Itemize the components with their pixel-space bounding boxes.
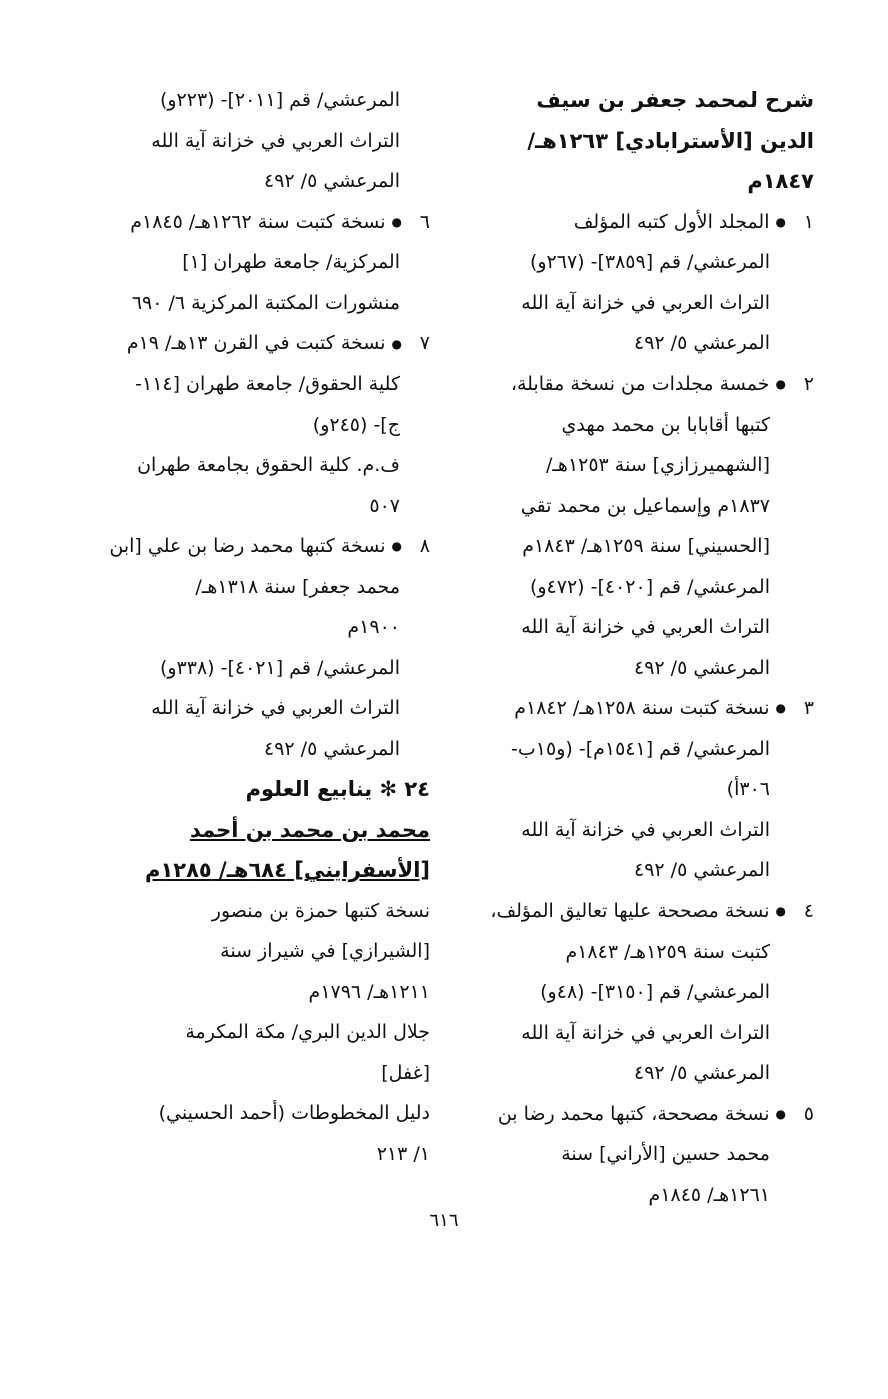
manuscript-entry: [462, 1094, 814, 1216]
entry-line: ف.م. كلية الحقوق بجامعة طهران: [137, 454, 400, 476]
manuscript-entry: [78, 202, 430, 324]
entry-line: المرعشي ٥/ ٤٩٢: [264, 170, 400, 192]
entry-number: ٤: [803, 899, 814, 922]
entry-line: ١/ ٢١٣: [376, 1142, 430, 1165]
entry-line: خمسة مجلدات من نسخة مقابلة،: [510, 372, 770, 395]
entry-line: نسخة كتبت سنة ١٢٦٢هـ/ ١٨٤٥م: [130, 210, 386, 233]
entry-line: جلال الدين البري/ مكة المكرمة: [185, 1021, 430, 1044]
entry-line: كلية الحقوق/ جامعة طهران [١١٤-: [135, 373, 400, 395]
entry-line: المركزية/ جامعة طهران [١]: [182, 251, 400, 274]
bullet-icon: ●: [775, 904, 786, 918]
entry-line: التراث العربي في خزانة آية الله: [151, 697, 400, 720]
bullet-icon: ●: [775, 214, 786, 229]
entry-line: التراث العربي في خزانة آية الله: [521, 1021, 770, 1044]
entry-number: ٣: [803, 697, 814, 719]
entry-line: نسخة كتبها حمزة بن منصور: [211, 899, 430, 922]
entry-title-line: شرح لمحمد جعفر بن سيف: [536, 88, 814, 112]
bullet-icon: ●: [391, 336, 402, 351]
entry-line: المرعشي ٥/ ٤٩٢: [634, 1062, 770, 1084]
entry-line: ج]- (٢٤٥و): [312, 413, 400, 436]
entry-line: المرعشي/ قم [٤٠٢١]- (٣٣٨و): [159, 656, 400, 679]
entry-line: ١٨٣٧م وإسماعيل بن محمد تقي: [520, 494, 770, 517]
right-column: [462, 80, 814, 1215]
bullet-icon: ●: [391, 539, 402, 554]
entry-line: المرعشي/ قم [٢٠١١]- (٢٢٣و): [159, 89, 400, 111]
manuscript-entry: [78, 526, 430, 769]
entry-line: المرعشي/ قم [١٥٤١م]- (و١٥ب-: [511, 737, 770, 760]
entry-number: ٥: [803, 1102, 814, 1125]
entry-line: نسخة مصححة عليها تعاليق المؤلف،: [490, 899, 770, 922]
entry-line: المجلد الأول كتبه المؤلف: [573, 210, 770, 233]
entry-line: المرعشي ٥/ ٤٩٢: [264, 737, 400, 760]
entry-number: ٧: [419, 332, 430, 355]
entry-line: ٥٠٧: [369, 494, 400, 517]
page-number: ٦١٦: [429, 1210, 459, 1231]
entry-line: نسخة كتبت سنة ١٢٥٨هـ/ ١٨٤٢م: [514, 697, 770, 719]
bullet-icon: ●: [775, 701, 786, 716]
entry-line: محمد جعفر] سنة ١٣١٨هـ/: [195, 575, 400, 598]
entry-line: كتبت سنة ١٢٥٩هـ/ ١٨٤٣م: [565, 940, 770, 963]
entry-line: نسخة كتبها محمد رضا بن علي [ابن: [109, 535, 386, 557]
entry-line: المرعشي/ قم [٤٠٢٠]- (٤٧٢و): [529, 575, 770, 598]
entry-line: ٣٠٦أ): [726, 778, 770, 801]
manuscript-entry: [462, 202, 814, 364]
author-line: [الأسفرايني] ٦٨٤هـ/ ١٢٨٥م: [145, 858, 430, 883]
entry-line: ١٢١١هـ/ ١٧٩٦م: [308, 980, 430, 1003]
entry-line: [الشهميرزازي] سنة ١٢٥٣هـ/: [545, 454, 770, 476]
entry-number: ٢: [803, 372, 814, 395]
section-heading: ٢٤ ✻ ينابيع العلوم: [245, 777, 430, 802]
entry-line: المرعشي/ قم [٣٨٥٩]- (٢٦٧و): [529, 251, 770, 274]
entry-line: التراث العربي في خزانة آية الله: [521, 818, 770, 841]
entry-line: [الشيرازي] في شيراز سنة: [220, 940, 430, 963]
bullet-icon: ●: [775, 1106, 786, 1121]
entry-line: منشورات المكتبة المركزية ٦/ ٦٩٠: [131, 291, 400, 314]
entry-line: محمد حسين [الأراني] سنة: [561, 1143, 770, 1166]
entry-line: دليل المخطوطات (أحمد الحسيني): [158, 1102, 430, 1125]
entry-line: ١٩٠٠م: [347, 616, 400, 639]
left-column: [78, 80, 430, 1174]
entry-line: ١٢٦١هـ/ ١٨٤٥م: [648, 1183, 770, 1206]
entry-line: التراث العربي في خزانة آية الله: [521, 291, 770, 314]
entry-line: كتبها أقابابا بن محمد مهدي: [561, 413, 770, 436]
entry-line: التراث العربي في خزانة آية الله: [521, 616, 770, 638]
entry-line: نسخة مصححة، كتبها محمد رضا بن: [497, 1102, 770, 1125]
entry-line: المرعشي/ قم [٣١٥٠]- (٤٨و): [540, 981, 770, 1003]
entry-line: [الحسيني] سنة ١٢٥٩هـ/ ١٨٤٣م: [522, 535, 770, 557]
entry-title-line: الدين [الأسترابادي] ١٢٦٣هـ/: [527, 128, 814, 153]
entry-line: المرعشي ٥/ ٤٩٢: [634, 859, 770, 882]
author-line: محمد بن محمد بن أحمد: [189, 817, 430, 842]
bullet-icon: ●: [391, 214, 402, 229]
entry-number: ١: [803, 210, 814, 233]
entry-line: المرعشي ٥/ ٤٩٢: [634, 656, 770, 679]
entry-title-line: ١٨٤٧م: [747, 169, 814, 193]
entry-number: ٨: [419, 535, 430, 557]
manuscript-entry: [462, 891, 814, 1094]
entry-line: نسخة كتبت في القرن ١٣هـ/ ١٩م: [126, 332, 386, 355]
entry-number: ٦: [419, 210, 430, 233]
entry-line: [غفل]: [381, 1061, 430, 1084]
entry-line: التراث العربي في خزانة آية الله: [151, 129, 400, 152]
manuscript-entry: [462, 688, 814, 891]
bullet-icon: ●: [775, 377, 786, 391]
entry-line: المرعشي ٥/ ٤٩٢: [634, 332, 770, 355]
manuscript-entry: [462, 364, 814, 688]
manuscript-entry: [78, 323, 430, 526]
